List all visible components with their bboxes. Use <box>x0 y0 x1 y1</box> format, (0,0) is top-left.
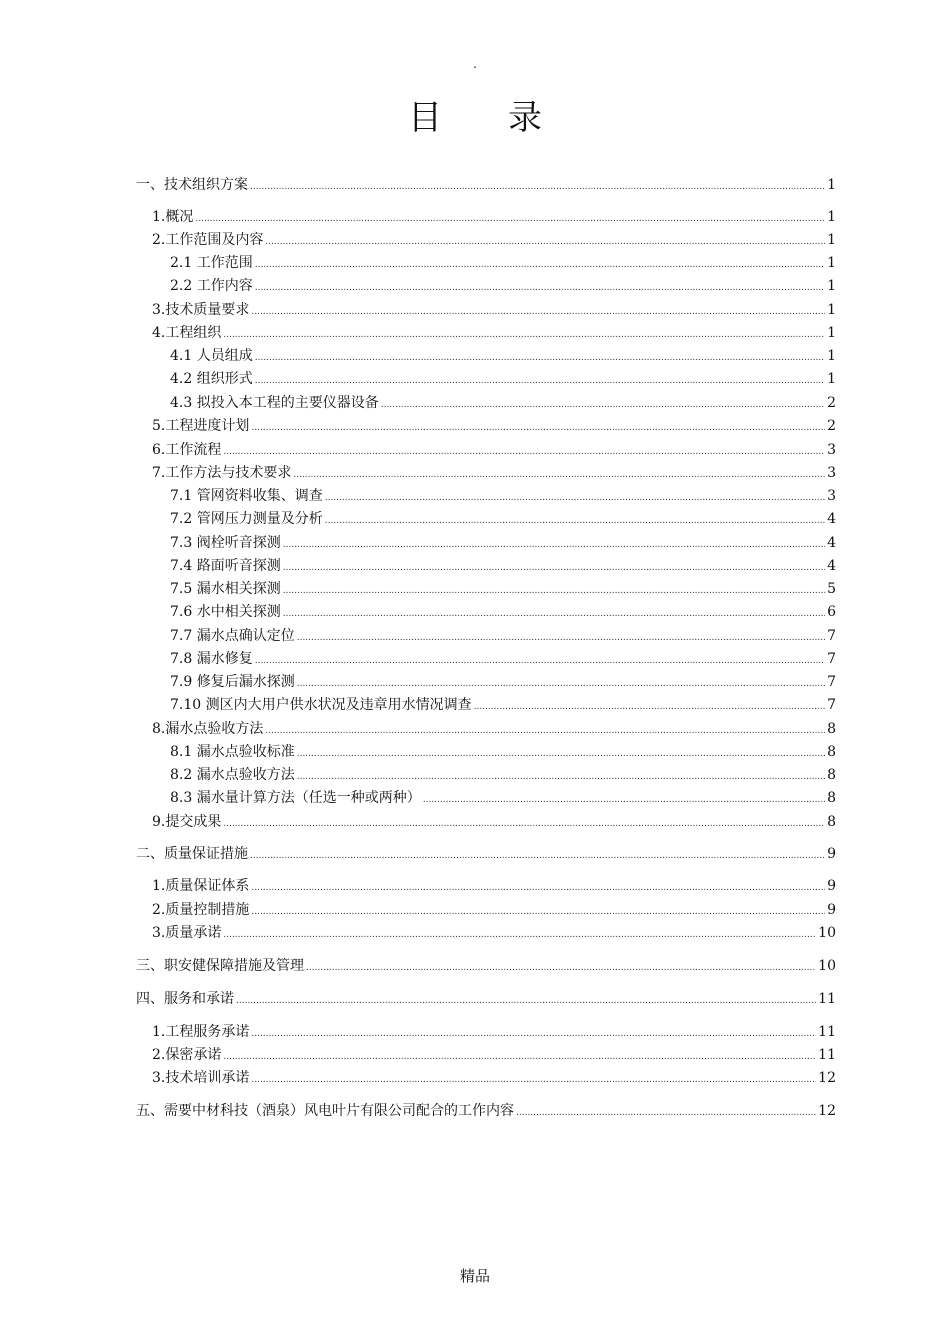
toc-entry-page: 10 <box>818 958 836 974</box>
toc-entry-page: 1 <box>827 278 836 294</box>
toc-entry-page: 11 <box>818 1047 836 1063</box>
toc-entry-label: 7.2 管网压力测量及分析 <box>170 511 323 527</box>
toc-leader <box>265 233 825 251</box>
title-char-1: 目 <box>408 98 442 138</box>
toc-entry[interactable] <box>152 877 836 897</box>
toc-leader <box>223 443 825 461</box>
toc-entry[interactable] <box>152 231 836 251</box>
toc-entry-label: 三、职安健保障措施及管理 <box>136 958 304 974</box>
toc-entry-page: 4 <box>827 511 836 527</box>
toc-entry-page: 1 <box>827 302 836 318</box>
toc-entry-page: 11 <box>818 991 836 1007</box>
toc-entry-page: 1 <box>827 177 836 193</box>
toc-entry[interactable] <box>152 720 836 740</box>
toc-entry-label: 7.6 水中相关探测 <box>170 604 281 620</box>
toc-leader <box>223 926 816 944</box>
toc-entry[interactable] <box>170 557 836 577</box>
toc-entry[interactable] <box>170 254 836 274</box>
toc-entry[interactable] <box>170 650 836 670</box>
toc-leader <box>306 959 816 977</box>
toc-leader <box>516 1104 816 1122</box>
toc-entry-page: 8 <box>827 721 836 737</box>
toc-entry-page: 8 <box>827 744 836 760</box>
toc-entry-page: 9 <box>827 846 836 862</box>
toc-entry-label: 6.工作流程 <box>152 442 222 458</box>
toc-entry-label: 2.保密承诺 <box>152 1047 222 1063</box>
toc-entry-page: 3 <box>827 465 836 481</box>
toc-entry-label: 7.3 阀栓听音探测 <box>170 535 281 551</box>
toc-entry-page: 1 <box>827 232 836 248</box>
toc-entry-page: 12 <box>818 1070 836 1086</box>
toc-entry[interactable] <box>170 487 836 507</box>
toc-entry-label: 2.工作范围及内容 <box>152 232 264 248</box>
toc-entry-page: 8 <box>827 814 836 830</box>
toc-entry[interactable] <box>136 845 836 865</box>
toc-leader <box>251 419 825 437</box>
toc-entry[interactable] <box>170 534 836 554</box>
toc-entry-label: 一、技术组织方案 <box>136 177 248 193</box>
toc-leader <box>255 279 825 297</box>
toc-entry-page: 8 <box>827 767 836 783</box>
toc-entry-page: 9 <box>827 878 836 894</box>
toc-entry-label: 7.4 路面听音探测 <box>170 558 281 574</box>
toc-entry-label: 7.1 管网资料收集、调查 <box>170 488 323 504</box>
toc-leader <box>255 372 825 390</box>
toc-entry-label: 4.2 组织形式 <box>170 371 253 387</box>
toc-entry[interactable] <box>152 301 836 321</box>
toc-entry[interactable] <box>136 957 836 977</box>
toc-entry-page: 4 <box>827 535 836 551</box>
toc-entry-page: 7 <box>827 674 836 690</box>
toc-leader <box>325 512 825 530</box>
toc-leader <box>250 847 825 865</box>
toc-leader <box>283 536 825 554</box>
toc-entry[interactable] <box>170 394 836 414</box>
toc-entry-page: 3 <box>827 488 836 504</box>
toc-leader <box>251 903 825 921</box>
toc-leader <box>255 652 825 670</box>
toc-entry-page: 1 <box>827 371 836 387</box>
toc-entry-label: 1.概况 <box>152 209 194 225</box>
toc-entry-label: 2.2 工作内容 <box>170 278 253 294</box>
toc-leader <box>297 768 825 786</box>
toc-entry-page: 2 <box>827 418 836 434</box>
toc-leader <box>223 815 825 833</box>
toc-entry[interactable] <box>152 813 836 833</box>
toc-leader <box>283 605 825 623</box>
toc-entry[interactable] <box>136 990 836 1010</box>
toc-entry-label: 4.3 拟投入本工程的主要仪器设备 <box>170 395 379 411</box>
toc-entry-label: 3.质量承诺 <box>152 925 222 941</box>
toc-entry-label: 3.技术培训承诺 <box>152 1070 250 1086</box>
toc-entry[interactable] <box>170 603 836 623</box>
title-char-2: 录 <box>508 98 542 138</box>
toc-entry-label: 1.工程服务承诺 <box>152 1024 250 1040</box>
toc-leader <box>250 178 825 196</box>
toc-leader <box>223 1048 816 1066</box>
toc-entry[interactable] <box>170 347 836 367</box>
toc-entry[interactable] <box>136 176 836 196</box>
toc-entry[interactable] <box>170 789 836 809</box>
toc-entry-label: 9.提交成果 <box>152 814 222 830</box>
toc-entry[interactable] <box>170 370 836 390</box>
toc-leader <box>255 349 825 367</box>
toc-entry[interactable] <box>152 324 836 344</box>
toc-entry-label: 7.9 修复后漏水探测 <box>170 674 295 690</box>
toc-entry-page: 9 <box>827 902 836 918</box>
toc-entry-label: 4.工程组织 <box>152 325 222 341</box>
toc-entry[interactable] <box>136 1102 836 1122</box>
toc-entry-label: 7.8 漏水修复 <box>170 651 253 667</box>
toc-leader <box>297 629 825 647</box>
toc-entry-page: 2 <box>827 395 836 411</box>
toc-entry-page: 1 <box>827 255 836 271</box>
toc-entry-label: 7.工作方法与技术要求 <box>152 465 292 481</box>
toc-entry-label: 8.2 漏水点验收方法 <box>170 767 295 783</box>
toc-leader <box>251 879 825 897</box>
toc-entry[interactable] <box>152 1046 836 1066</box>
toc-leader <box>195 210 825 228</box>
toc-entry[interactable] <box>170 673 836 693</box>
toc-entry[interactable] <box>170 696 836 716</box>
toc-entry[interactable] <box>170 766 836 786</box>
toc-entry-label: 1.质量保证体系 <box>152 878 250 894</box>
toc-entry-page: 6 <box>827 604 836 620</box>
toc-entry-page: 10 <box>818 925 836 941</box>
toc-entry-label: 7.7 漏水点确认定位 <box>170 628 295 644</box>
toc-entry[interactable] <box>152 417 836 437</box>
toc-entry-label: 5.工程进度计划 <box>152 418 250 434</box>
toc-leader <box>255 256 825 274</box>
toc-leader <box>297 745 825 763</box>
toc-entry[interactable] <box>152 464 836 484</box>
toc-entry-label: 2.1 工作范围 <box>170 255 253 271</box>
toc-entry-page: 1 <box>827 209 836 225</box>
toc-entry-page: 7 <box>827 697 836 713</box>
toc-entry[interactable] <box>152 1023 836 1043</box>
toc-entry-page: 12 <box>818 1103 836 1119</box>
page-footer: 精品 <box>459 1267 490 1285</box>
toc-entry[interactable] <box>152 924 836 944</box>
toc-entry-label: 四、服务和承诺 <box>136 991 234 1007</box>
toc-entry-page: 7 <box>827 628 836 644</box>
toc-leader <box>293 466 825 484</box>
toc-entry[interactable] <box>170 580 836 600</box>
toc-entry-label: 二、质量保证措施 <box>136 846 248 862</box>
toc-leader <box>423 791 825 809</box>
toc-entry[interactable] <box>152 1069 836 1089</box>
toc-entry-page: 7 <box>827 651 836 667</box>
toc-leader <box>283 559 825 577</box>
toc-leader <box>474 698 825 716</box>
toc-entry[interactable] <box>152 208 836 228</box>
toc-leader <box>251 1025 816 1043</box>
toc-leader <box>265 722 825 740</box>
toc-entry-label: 8.3 漏水量计算方法（任选一种或两种） <box>170 790 421 806</box>
toc-leader <box>325 489 825 507</box>
toc-entry-label: 7.10 测区内大用户供水状况及违章用水情况调查 <box>170 697 472 713</box>
toc-entry-page: 1 <box>827 348 836 364</box>
toc-entry-page: 1 <box>827 325 836 341</box>
toc-leader <box>251 1071 816 1089</box>
toc-entry[interactable] <box>152 441 836 461</box>
toc-entry-page: 11 <box>818 1024 836 1040</box>
toc-entry-page: 5 <box>827 581 836 597</box>
toc-entry-label: 8.漏水点验收方法 <box>152 721 264 737</box>
toc-leader <box>236 992 816 1010</box>
toc-entry-label: 4.1 人员组成 <box>170 348 253 364</box>
toc-entry-label: 8.1 漏水点验收标准 <box>170 744 295 760</box>
toc-entry[interactable] <box>170 510 836 530</box>
toc-entry-page: 3 <box>827 442 836 458</box>
toc-entry[interactable] <box>170 743 836 763</box>
toc-leader <box>223 326 825 344</box>
toc-entry-page: 8 <box>827 790 836 806</box>
toc-entry-label: 3.技术质量要求 <box>152 302 250 318</box>
toc-leader <box>381 396 825 414</box>
toc-entry-label: 7.5 漏水相关探测 <box>170 581 281 597</box>
toc-entry-label: 五、需要中材科技（酒泉）风电叶片有限公司配合的工作内容 <box>136 1103 514 1119</box>
toc-leader <box>251 303 825 321</box>
header-dot: . <box>473 57 477 71</box>
toc-leader <box>283 582 825 600</box>
toc-entry-label: 2.质量控制措施 <box>152 902 250 918</box>
toc-entry-page: 4 <box>827 558 836 574</box>
toc-entry[interactable] <box>152 901 836 921</box>
toc-leader <box>297 675 825 693</box>
toc-entry[interactable] <box>170 277 836 297</box>
toc-entry[interactable] <box>170 627 836 647</box>
